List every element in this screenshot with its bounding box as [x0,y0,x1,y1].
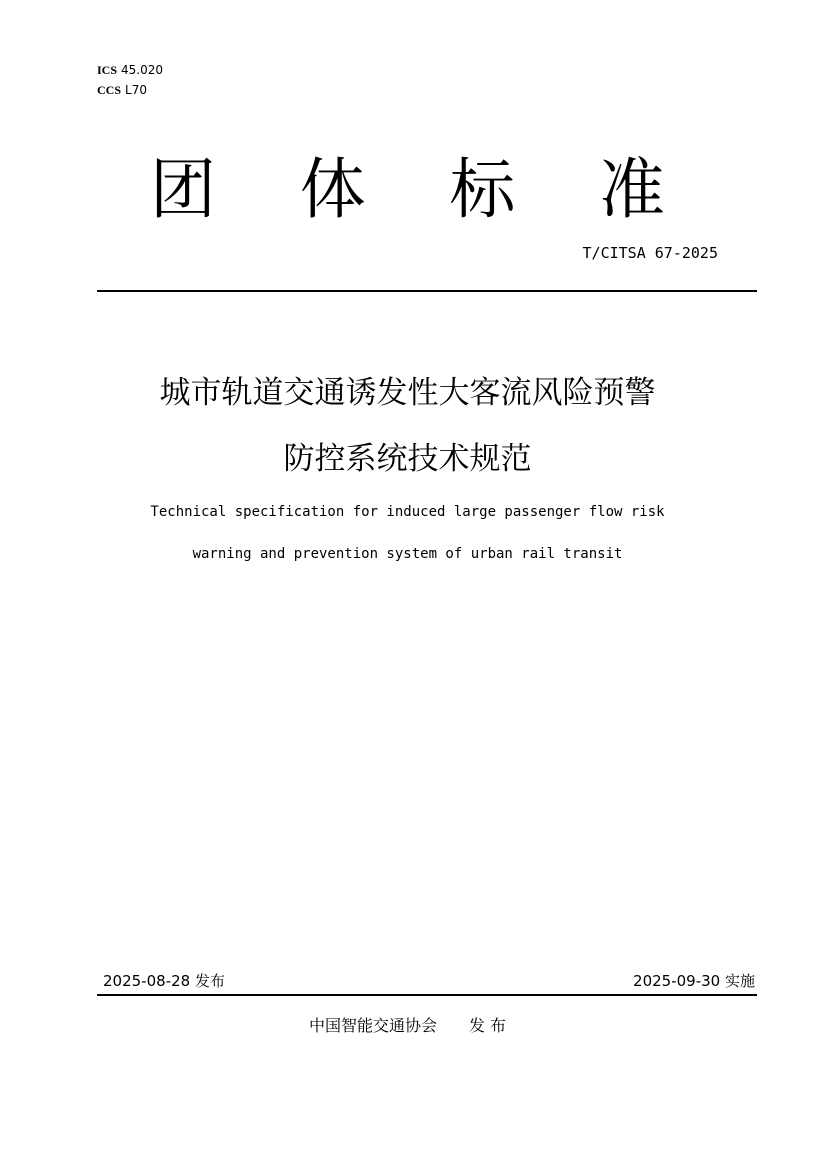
doc-type-char: 团 [150,151,216,228]
ics-code [97,60,163,80]
title-chinese-line2: 防控系统技术规范 [283,441,532,477]
publisher [60,1015,755,1037]
publisher-issue-label: 发 布 [468,1016,507,1035]
doc-type-char: 体 [299,151,366,228]
ccs-label: CCS [97,83,122,97]
footer-divider [97,994,757,996]
doc-type-char: 准 [598,151,665,228]
publish-date: 2025-08-28 发布 [103,972,225,990]
title-chinese-line1: 城市轨道交通诱发性大客流风险预警 [159,375,656,411]
classification-codes [97,60,163,100]
doc-type-char: 标 [449,151,516,228]
ccs-value: L70 [125,83,147,97]
implementation-date: 2025-09-30 实施 [633,972,755,990]
standard-number: T/CITSA 67-2025 [582,244,718,262]
ccs-code [97,80,163,100]
header-divider [97,290,757,292]
publisher-org: 中国智能交通协会 [308,1016,437,1035]
document-type-heading [150,150,665,230]
title-english-line2: warning and prevention system of urban rail transit [192,546,623,562]
ics-label: ICS [97,63,118,77]
ics-value: 45.020 [121,63,164,77]
title-english-line1: Technical specification for induced large passenger flow risk [150,504,665,520]
